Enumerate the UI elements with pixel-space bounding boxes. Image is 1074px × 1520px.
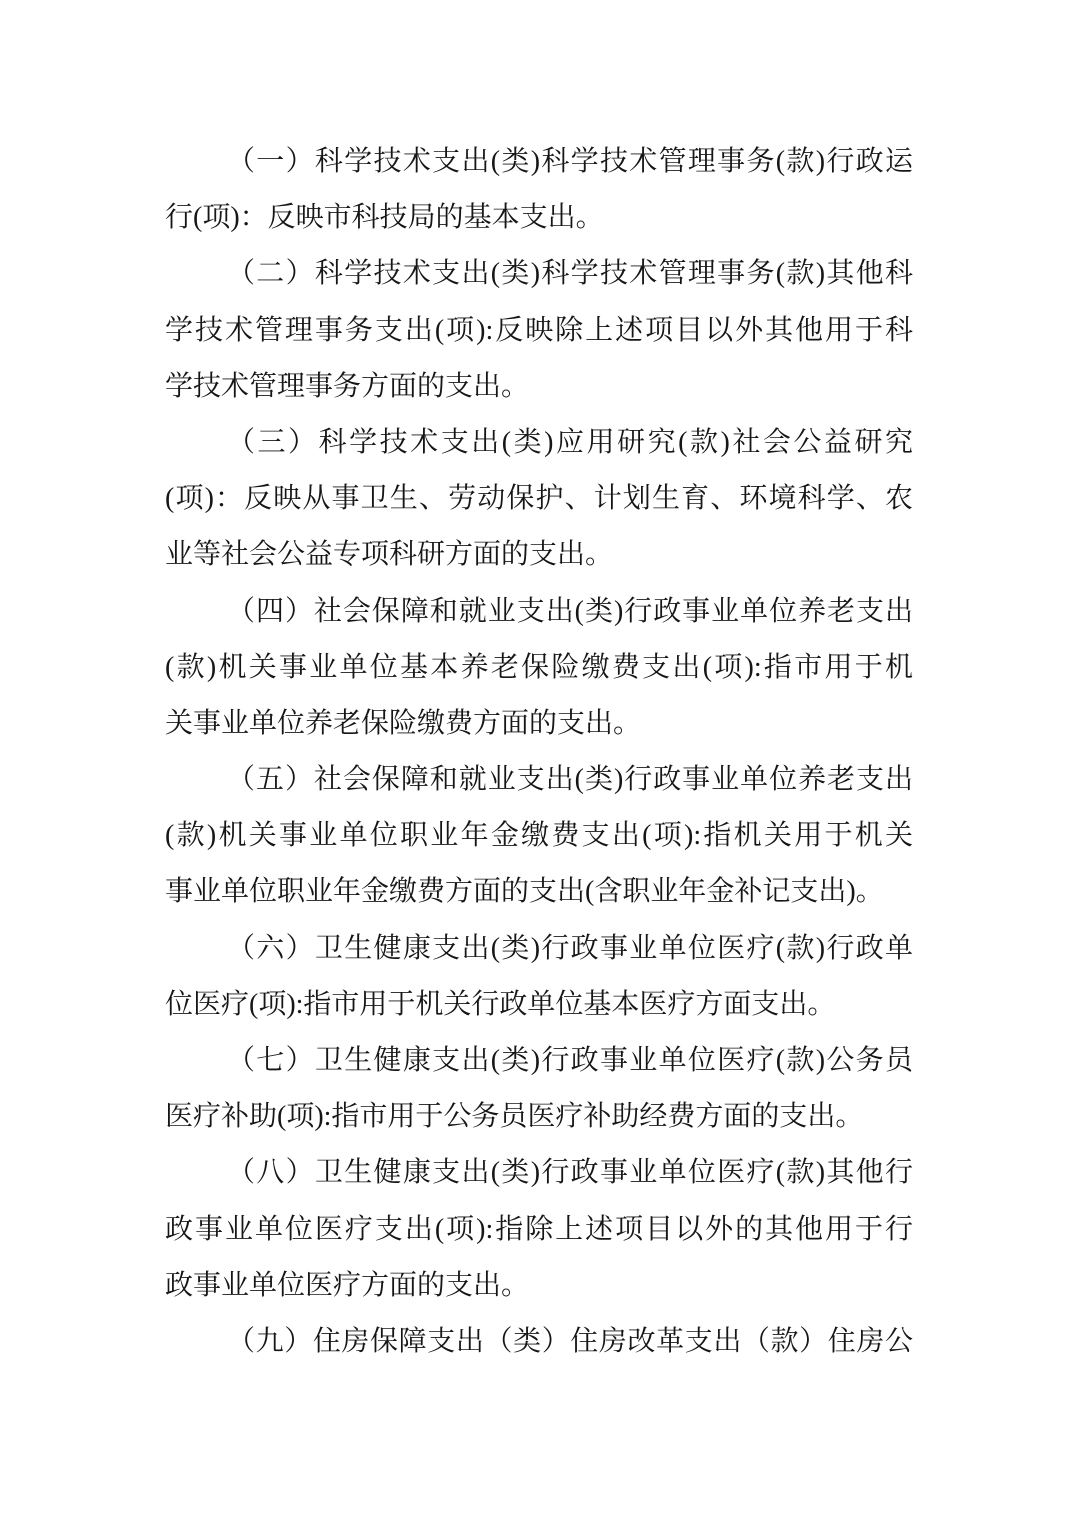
text-line: 位医疗(项):指市用于机关行政单位基本医疗方面支出。: [165, 988, 836, 1020]
paragraph-1: [165, 134, 913, 246]
text-line: 医疗补助(项):指市用于公务员医疗补助经费方面的支出。: [165, 1101, 864, 1133]
text-line: （五）社会保障和就业支出(类)行政事业单位养老支出: [227, 764, 913, 796]
text-line: 学技术管理事务方面的支出。: [165, 370, 530, 402]
text-line: （九）住房保障支出（类）住房改革支出（款）住房公: [227, 1325, 913, 1357]
text-line: （四）社会保障和就业支出(类)行政事业单位养老支出: [227, 595, 913, 627]
text-line: (款)机关事业单位基本养老保险缴费支出(项):指市用于机: [165, 651, 913, 683]
paragraph-5: [165, 752, 913, 921]
text-line: （一）科学技术支出(类)科学技术管理事务(款)行政运: [227, 146, 913, 177]
text-line: (项)：反映从事卫生、劳动保护、计划生育、环境科学、农: [165, 483, 913, 515]
text-line: (款)机关事业单位职业年金缴费支出(项):指机关用于机关: [165, 820, 913, 852]
text-line: 关事业单位养老保险缴费方面的支出。: [165, 707, 642, 739]
text-line: 事业单位职业年金缴费方面的支出(含职业年金补记支出)。: [165, 876, 884, 908]
text-line: （三）科学技术支出(类)应用研究(款)社会公益研究: [227, 426, 913, 458]
paragraph-3: [165, 415, 913, 584]
text-line: 政事业单位医疗支出(项):指除上述项目以外的其他用于行: [165, 1213, 913, 1245]
text-line: 业等社会公益专项科研方面的支出。: [165, 539, 614, 571]
paragraph-8: [165, 1145, 913, 1314]
paragraph-7: [165, 1033, 913, 1145]
paragraph-6: [165, 921, 913, 1033]
paragraph-2: [165, 246, 913, 415]
paragraph-9: [165, 1314, 913, 1370]
text-line: 行(项)：反映市科技局的基本支出。: [165, 202, 604, 234]
text-line: 学技术管理事务支出(项):反映除上述项目以外其他用于科: [165, 314, 913, 346]
text-line: 政事业单位医疗方面的支出。: [165, 1269, 530, 1301]
text-block: [165, 134, 913, 1370]
paragraph-4: [165, 584, 913, 753]
text-line: （六）卫生健康支出(类)行政事业单位医疗(款)行政单: [227, 932, 913, 964]
text-line: （二）科学技术支出(类)科学技术管理事务(款)其他科: [227, 258, 913, 290]
text-line: （八）卫生健康支出(类)行政事业单位医疗(款)其他行: [227, 1157, 913, 1189]
text-line: （七）卫生健康支出(类)行政事业单位医疗(款)公务员: [227, 1045, 913, 1076]
